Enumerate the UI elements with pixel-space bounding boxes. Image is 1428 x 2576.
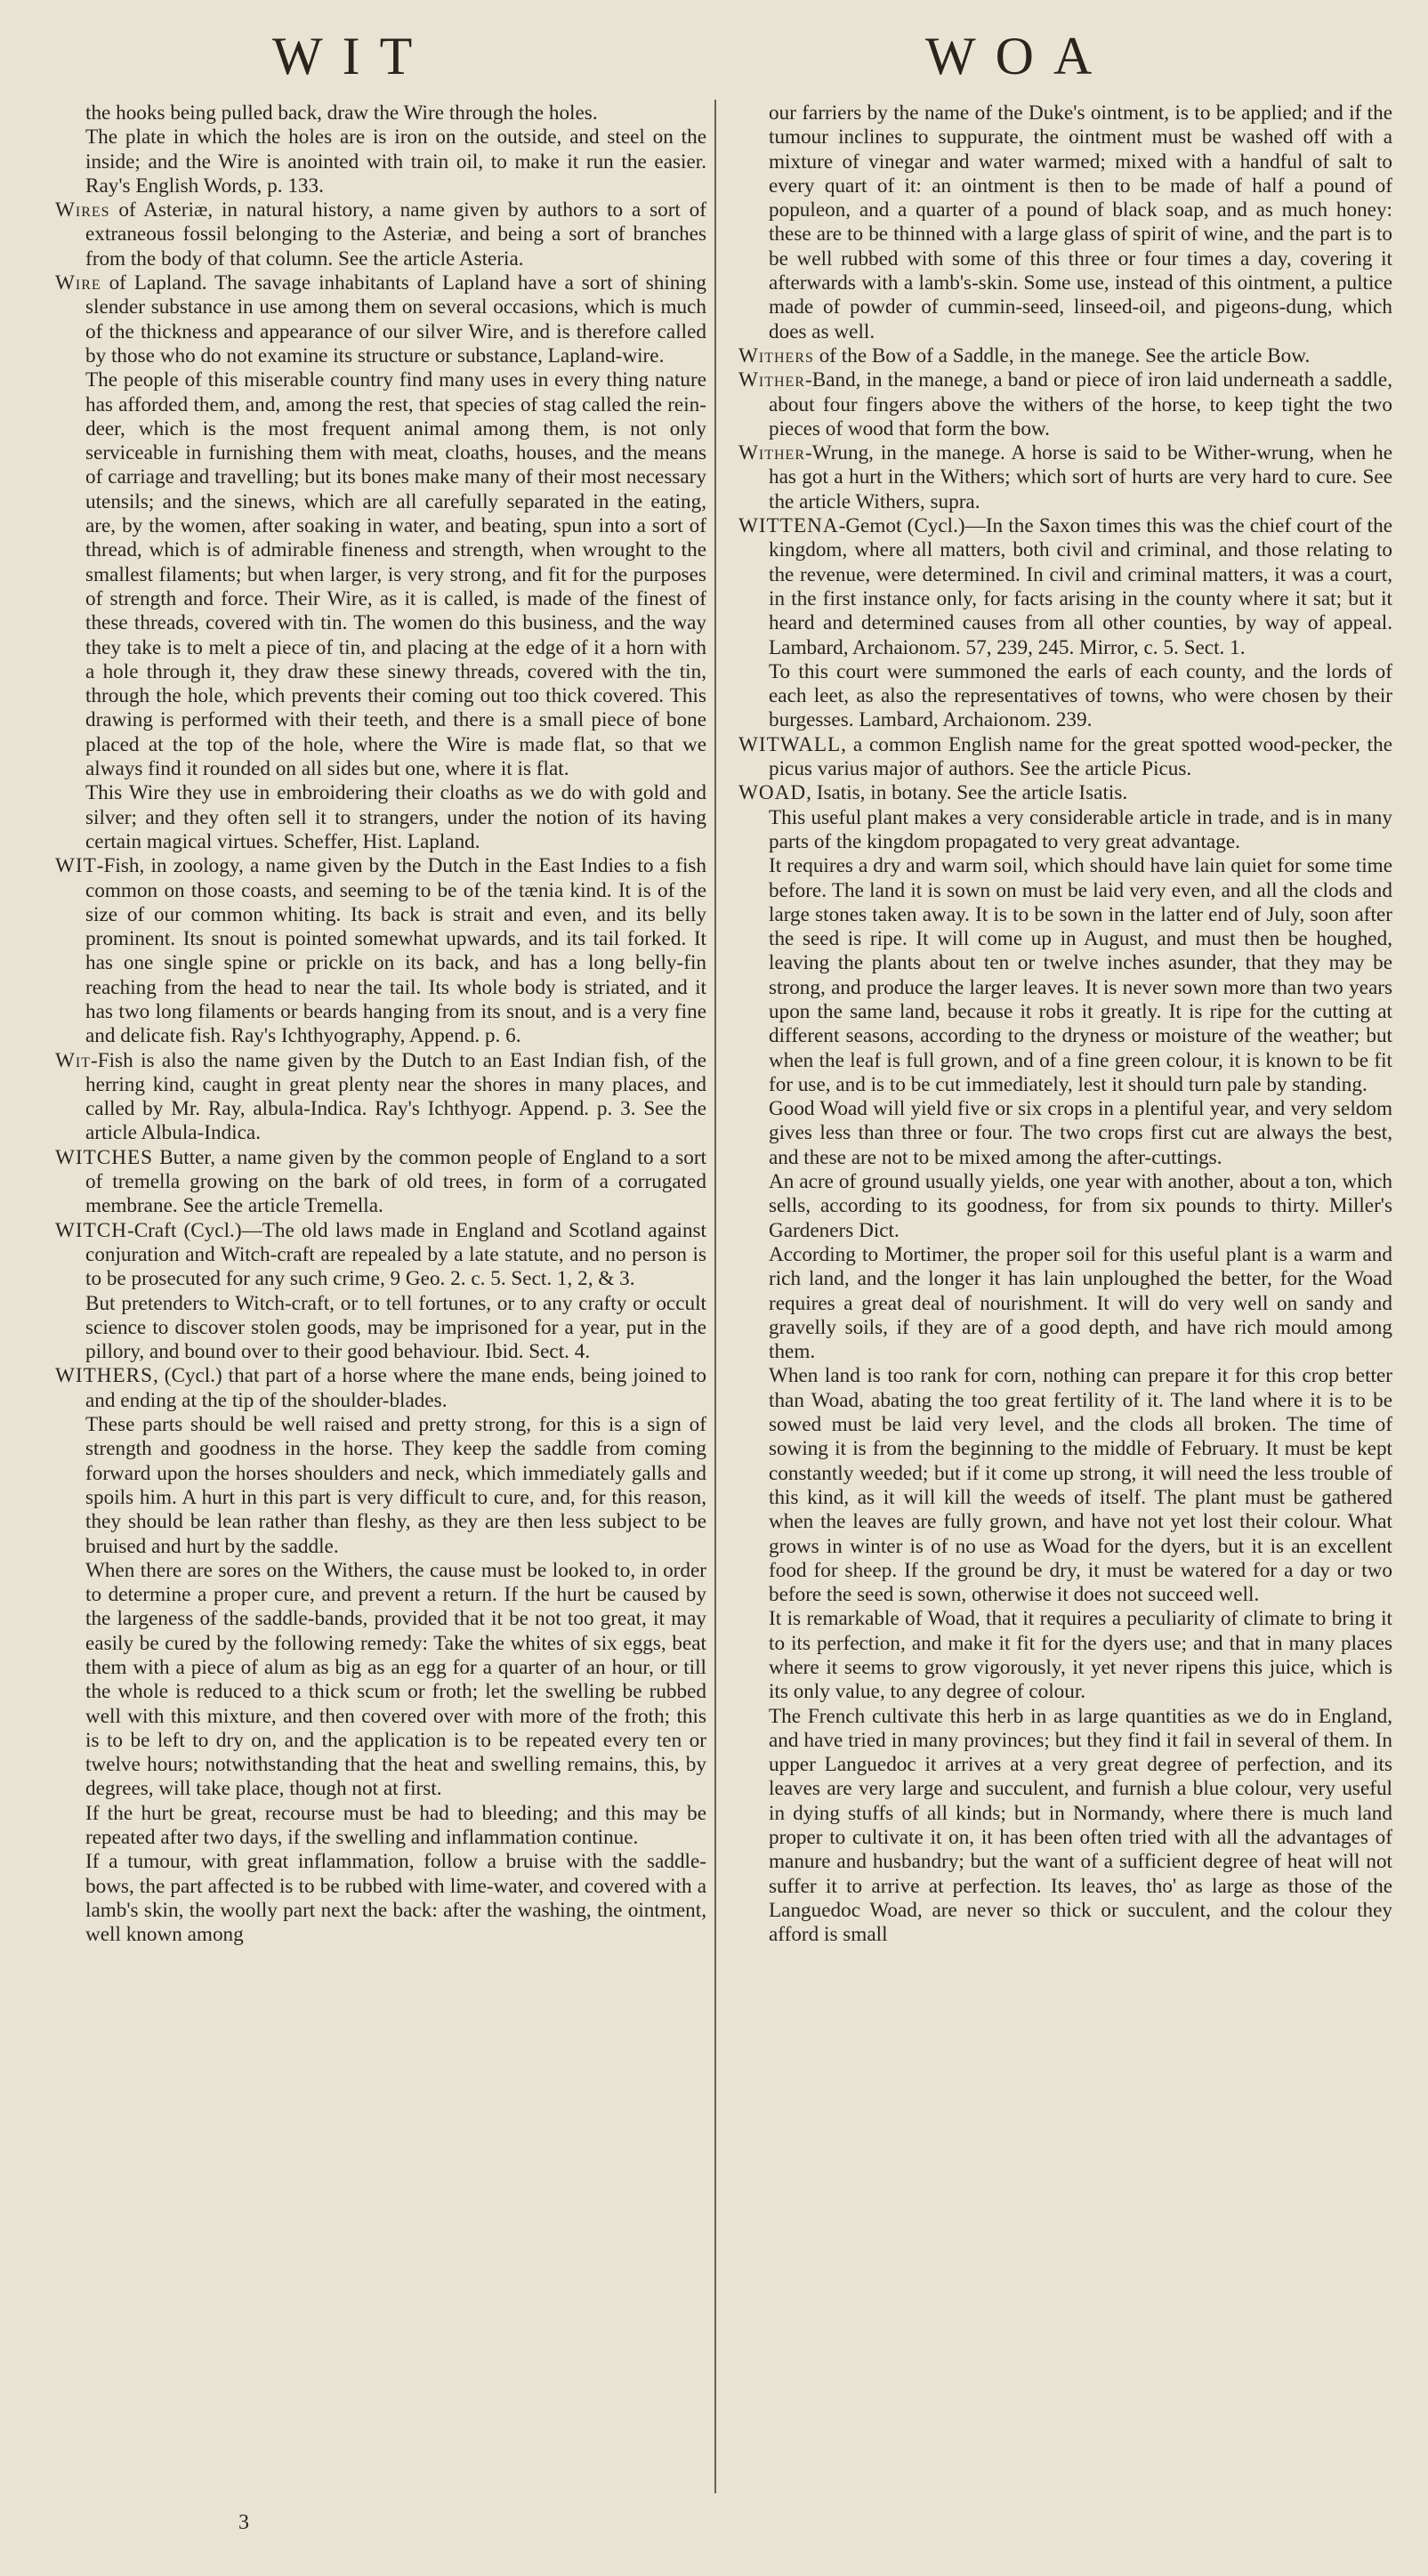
- dictionary-entry: [55, 271, 706, 368]
- entry-text: The plate in which the holes are is iron on the outside, and steel on the inside; and the Wire is anointed with train oil, to make it run the easier. Ray's English Words, p. 133.: [85, 125, 706, 198]
- entry-text: , Isatis, in botany. See the article Isatis.: [806, 781, 1128, 805]
- entry-text: Butter, a name given by the common people of England to a sort of tremella growing on the bark of old trees, in form of a corrugated membrane. See the article Tremella.: [85, 1145, 706, 1218]
- dictionary-entry: [738, 344, 1392, 368]
- entry-text: of Lapland. The savage inhabitants of Lapland have a sort of shining slender substance in use among them on several occasions, which is much of the thickness and appearance of our silver Wire, and is therefore called by those who do not examine its structure or substance, Lapland-wire.: [85, 271, 706, 367]
- entry-text: -Fish, in zoology, a name given by the Dutch in the East Indies to a fish common on those coasts, and seeming to be of the tænia kind. It is of the size of our common whiting. Its back is strait and even, and its belly prominent. Its snout is pointed somewhat upwards, and its tail forked. It has one single spine or prickle on its back, and has a long belly-fin reaching from the head to near the tail. Its whole body is striated, and it has two long filaments or beards hanging from its snout, and is a very fine and delicate fish. Ray's Ichthyography, Append. p. 6.: [85, 854, 706, 1048]
- entry-text: our farriers by the name of the Duke's ointment, is to be applied; and if the tumour inclines to suppurate, the ointment must be washed off with a mixture of vinegar and water warmed; mixed with a handful of salt to every quart of it: an ointment is then to be made of half a pound of populeon, and a quarter of a pound of black soap, and as much honey: these are to be thinned with a large glass of spirit of wine, and the part is to be well rubbed with some of this three or four times a day, covering it afterwards with a lamb's-skin. Some use, instead of this ointment, a pultice made of powder of cummin-seed, linseed-oil, and pigeons-dung, which does as well.: [769, 101, 1392, 343]
- dictionary-entry: [55, 1219, 706, 1292]
- paragraph: [738, 1243, 1392, 1364]
- entry-text: The French cultivate this herb in as large quantities as we do in England, and have tried in many provinces; but they find it fail in several of them. In upper Languedoc it arrives at a very great degree of perfection, and its leaves are very large and succulent, and furnish a blue colour, very useful in dying stuffs of all kinds; but in Normandy, where there is much land proper to cultivate it on, it has been often tried with all the advantages of manure and husbandry; but the want of a sufficient degree of heat will not suffer it to arrive at perfection. Its leaves, tho' as large as those of the Languedoc Woad, are never so thick or succulent, and the colour they afford is small: [769, 1704, 1392, 1947]
- entry-text: According to Mortimer, the proper soil for this useful plant is a warm and rich land, and the longer it has lain unploughed the better, for the Woad requires a great deal of nourishment. It will do very well on sandy and gravelly soils, if they are of a good depth, and have rich mould among them.: [769, 1242, 1392, 1364]
- dictionary-entry: [738, 781, 1392, 805]
- paragraph: [55, 1559, 706, 1802]
- entry-headword: Wire: [55, 271, 101, 295]
- paragraph: [55, 1802, 706, 1851]
- paragraph: [738, 1705, 1392, 1948]
- paragraph: [738, 854, 1392, 1097]
- entry-headword: WOAD: [738, 781, 807, 805]
- entry-text: But pretenders to Witch-craft, or to tell fortunes, or to any crafty or occult science to discover stolen goods, may be imprisoned for a year, put in the pillory, and bound over to their good behaviour. Ibid. Sect. 4.: [85, 1291, 706, 1364]
- running-head-right: WOA: [925, 27, 1112, 85]
- entry-text: the hooks being pulled back, draw the Wire through the holes.: [85, 101, 598, 125]
- entry-headword: WITTENA: [738, 514, 839, 538]
- signature-mark: 3: [238, 2511, 249, 2534]
- entry-text: An acre of ground usually yields, one year with another, about a ton, which sells, according to its goodness, for from six pounds to thirty. Miller's Gardeners Dict.: [769, 1170, 1392, 1242]
- entry-headword: Wit: [55, 1048, 91, 1072]
- entry-text: If the hurt be great, recourse must be had to bleeding; and this may be repeated after two days, if the swelling and inflammation continue.: [85, 1801, 706, 1850]
- entry-text: If a tumour, with great inflammation, follow a bruise with the saddle-bows, the part affected is to be rubbed with lime-water, and covered with a lamb's skin, the woolly part next the back: after the washing, the ointment, well known among: [85, 1850, 706, 1947]
- entry-headword: WIT: [55, 854, 97, 878]
- paragraph: [55, 1850, 706, 1947]
- entry-text: -Band, in the manege, a band or piece of iron laid underneath a saddle, about four fingers above the withers of the horse, to keep tight the two pieces of wood that form the bow.: [769, 368, 1392, 440]
- entry-text: It requires a dry and warm soil, which should have lain quiet for some time before. The land it is sown on must be laid very even, and all the clods and large stones taken away. It is to be sown in the latter end of July, soon after the seed is ripe. It will come up in August, and must then be houghed, leaving the plants about ten or twelve inches asunder, that they may be strong, and produce the larger leaves. It is never sown more than two years upon the same land, because it robs it greatly. It is ripe for the cutting at different seasons, according to the dryness or moisture of the weather; but when the leaf is full grown, and of a fine green colour, it is known to be fit for use, and is to be cut immediately, lest it should turn pale by standing.: [769, 854, 1392, 1096]
- right-column: [738, 101, 1392, 2495]
- paragraph: [738, 806, 1392, 855]
- entry-text: When land is too rank for corn, nothing can prepare it for this crop better than Woad, abating the too great fertility of it. The land where it is to be sowed must be laid very level, and the clods all broken. The time of sowing it is from the beginning to the middle of February. It must be kept constantly weeded; but if it come up strong, it will need the less trouble of this kind, as it will kill the weeds of itself. The plant must be gathered when the leaves are fully grown, and have not yet lost their colour. What grows in winter is of no use as Woad for the dyers, but it is an excellent food for sheep. If the ground be dry, it must be watered for a day or two before the seed is sown, otherwise it does not succeed well.: [769, 1364, 1392, 1607]
- paragraph: [55, 368, 706, 781]
- paragraph: [55, 125, 706, 198]
- entry-headword: Wither: [738, 441, 805, 465]
- column-divider: [714, 100, 716, 2493]
- paragraph: [738, 1097, 1392, 1170]
- entry-headword: Wires: [55, 198, 110, 222]
- entry-text: -Gemot (Cycl.)—In the Saxon times this was the chief court of the kingdom, where all matters, both civil and criminal, and those relating to the revenue, were determined. In civil and criminal matters, it was a court, in the first instance only, for facts arising in the county where it sat; but it heard and determined causes from all other counties, by way of appeal. Lambard, Archaionom. 57, 239, 245. Mirror, c. 5. Sect. 1.: [769, 514, 1392, 659]
- paragraph: [738, 660, 1392, 733]
- running-head: [0, 25, 1428, 87]
- entry-text: These parts should be well raised and pretty strong, for this is a sign of strength and goodness in the horse. They keep the saddle from coming forward upon the horses shoulders and neck, which immediately galls and spoils him. A hurt in this part is very difficult to cure, and, for this reason, they should be lean rather than fleshy, as they are then less subject to be bruised and hurt by the saddle.: [85, 1413, 706, 1558]
- entry-text: , (Cycl.) that part of a horse where the mane ends, being joined to and ending at the tip of the shoulder-blades.: [85, 1364, 706, 1412]
- entry-text: The people of this miserable country find many uses in every thing nature has afforded them, and, among the rest, that species of stag called the rein-deer, which is the most frequent animal among them, is not only serviceable in furnishing them with meat, cloaths, houses, and the means of carriage and travelling; but its bones make many of their most necessary utensils; and the sinews, which are all carefully separated in the eating, are, by the women, after soaking in water, and beating, spun into a sort of thread, which is of admirable fineness and strength, when wrought to the smallest filaments; but when larger, is very strong, and fit for the purposes of strength and force. Their Wire, as it is called, is made of the finest of these threads, covered with tin. The women do this business, and the way they take is to melt a piece of tin, and placing at the edge of it a horn with a hole through it, they draw these sinewy threads, covered with the tin, through the hole, which prevents their coming out too thick covered. This drawing is performed with their teeth, and there is a small piece of bone placed at the top of the hole, where the Wire is made flat, so that we always find it rounded on all sides but one, where it is flat.: [85, 368, 706, 781]
- paragraph: [738, 1170, 1392, 1243]
- dictionary-entry: [738, 514, 1392, 660]
- dictionary-entry: [55, 198, 706, 271]
- running-head-left: WIT: [272, 27, 432, 85]
- paragraph: [738, 1364, 1392, 1607]
- entry-headword: Withers: [738, 343, 814, 367]
- entry-text: When there are sores on the Withers, the cause must be looked to, in order to determine a proper cure, and prevent a return. If the hurt be caused by the largeness of the saddle-bands, provided that it be not too great, it may easily be cured by the following remedy: Take the whites of six eggs, beat them with a piece of alum as big as an egg for a quarter of an hour, or till the whole is reduced to a thick scum or froth; let the swelling be rubbed well with this mixture, and then covered over with more of the froth; this is to be left to dry on, and the application is to be repeated every ten or twelve hours; notwithstanding that the heat and swelling remains, this, by degrees, will take place, though not at first.: [85, 1558, 706, 1801]
- entry-text: This useful plant makes a very considerable article in trade, and is in many parts of the kingdom propagated to very great advantage.: [769, 805, 1392, 853]
- dictionary-entry: [738, 368, 1392, 441]
- entry-text: This Wire they use in embroidering their cloaths as we do with gold and silver; and they often sell it to strangers, under the notion of its having certain magical virtues. Scheffer, Hist. Lapland.: [85, 781, 706, 853]
- left-column: [55, 101, 706, 2495]
- dictionary-entry: [738, 733, 1392, 782]
- paragraph: [55, 781, 706, 854]
- entry-text: -Wrung, in the manege. A horse is said to be Wither-wrung, when he has got a hurt in the Withers; which sort of hurts are very hard to cure. See the article Withers, supra.: [769, 441, 1392, 513]
- entry-text: -Fish is also the name given by the Dutch to an East Indian fish, of the herring kind, caught in great plenty near the shores in many places, and called by Mr. Ray, albula-Indica. Ray's Ichthyogr. Append. p. 3. See the article Albula-Indica.: [85, 1048, 706, 1145]
- entry-text: To this court were summoned the earls of each county, and the lords of each leet, as also the representatives of towns, who were chosen by their burgesses. Lambard, Archaionom. 239.: [769, 659, 1392, 732]
- paragraph: [55, 101, 706, 125]
- dictionary-entry: [55, 854, 706, 1048]
- entry-text: Good Woad will yield five or six crops in a plentiful year, and very seldom gives less than three or four. The two crops first cut are always the best, and these are not to be mixed among the after-cuttings.: [769, 1097, 1392, 1169]
- dictionary-entry: [738, 441, 1392, 514]
- dictionary-entry: [55, 1146, 706, 1219]
- entry-headword: WITHERS: [55, 1364, 154, 1388]
- paragraph: [55, 1413, 706, 1559]
- dictionary-entry: [55, 1364, 706, 1413]
- entry-text: of the Bow of a Saddle, in the manege. See the article Bow.: [813, 343, 1311, 367]
- paragraph: [738, 1607, 1392, 1704]
- paragraph: [55, 1292, 706, 1365]
- entry-text: of Asteriæ, in natural history, a name given by authors to a sort of extraneous fossil belonging to the Asteriæ, and being a sort of branches from the body of that column. See the article Asteria.: [85, 198, 706, 271]
- entry-headword: WITCH: [55, 1218, 127, 1242]
- entry-text: It is remarkable of Woad, that it requires a peculiarity of climate to bring it to its perfection, and make it fit for the dyers use; and that in many places where it seems to grow vigorously, it yet never ripens this juice, which is its only value, to any degree of colour.: [769, 1607, 1392, 1704]
- entry-text: , a common English name for the great spotted wood-pecker, the picus varius major of authors. See the article Picus.: [769, 732, 1392, 781]
- paragraph: [738, 101, 1392, 344]
- dictionary-entry: [55, 1049, 706, 1146]
- entry-headword: Wither: [738, 368, 805, 392]
- entry-headword: WITWALL: [738, 732, 842, 756]
- entry-text: -Craft (Cycl.)—The old laws made in England and Scotland against conjuration and Witch-craft are repealed by a late statute, and no person is to be prosecuted for any such crime, 9 Geo. 2. c. 5. Sect. 1, 2, & 3.: [85, 1218, 706, 1291]
- entry-headword: WITCHES: [55, 1145, 154, 1169]
